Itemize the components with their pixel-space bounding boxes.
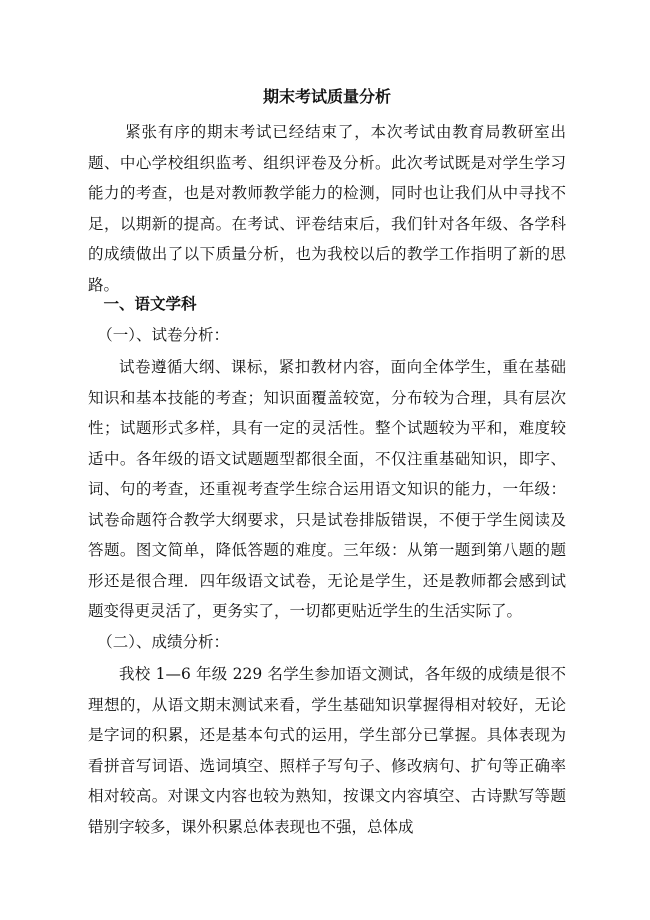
document-title: 期末考试质量分析	[262, 87, 391, 106]
paper-analysis-paragraph: 试卷遵循大纲、课标，紧扣教材内容，面向全体学生，重在基础知识和基本技能的考查；知识面覆盖较宽，分布较为合理，具有层次性；试题形式多样，具有一定的灵活性。整个试题较为平和，难度较适中。各年级的语文试题题型都很全面，不仅注重基础知识，即字、词、句的考查，还重视考查学生综合运用语文知识的能力，一年级：试卷命题符合教学大纲要求，只是试卷排版错误，不便于学生阅读及答题。图文简单，降低答题的难度。三年级：从第一题到第八题的题形还是很合理．四年级语文试卷，无论是学生，还是教师都会感到试题变得更灵活了，更务实了，一切都更贴近学生的生活实际了。	[88, 358, 566, 620]
subheading-paper-analysis: （一）、试卷分析：	[97, 326, 230, 344]
score-analysis-paragraph: 我校 1—6 年级 229 名学生参加语文测试，各年级的成绩是很不理想的，从语文期末测试来看，学生基础知识掌握得相对较好，无论是字词的积累，还是基本句式的运用，学生部分已掌握。具体表现为看拼音写词语、选词填空、照样子写句子、修改病句、扩句等正确率相对较高。对课文内容也较为熟知，按课文内容填空、古诗默写等题错别字较多，课外积累总体表现也不强，总体成	[88, 665, 566, 836]
subheading-score-analysis: （二）、成绩分析：	[97, 633, 230, 651]
intro-paragraph: 紧张有序的期末考试已经结束了，本次考试由教育局教研室出题、中心学校组织监考、组织评卷及分析。此次考试既是对学生学习能力的考查，也是对教师教学能力的检测，同时也让我们从中寻找不足，以期新的提高。在考试、评卷结束后，我们针对各年级、各学科的成绩做出了以下质量分析，也为我校以后的教学工作指明了新的思路。	[88, 123, 566, 294]
section-heading-chinese: 一、语文学科	[103, 295, 197, 313]
